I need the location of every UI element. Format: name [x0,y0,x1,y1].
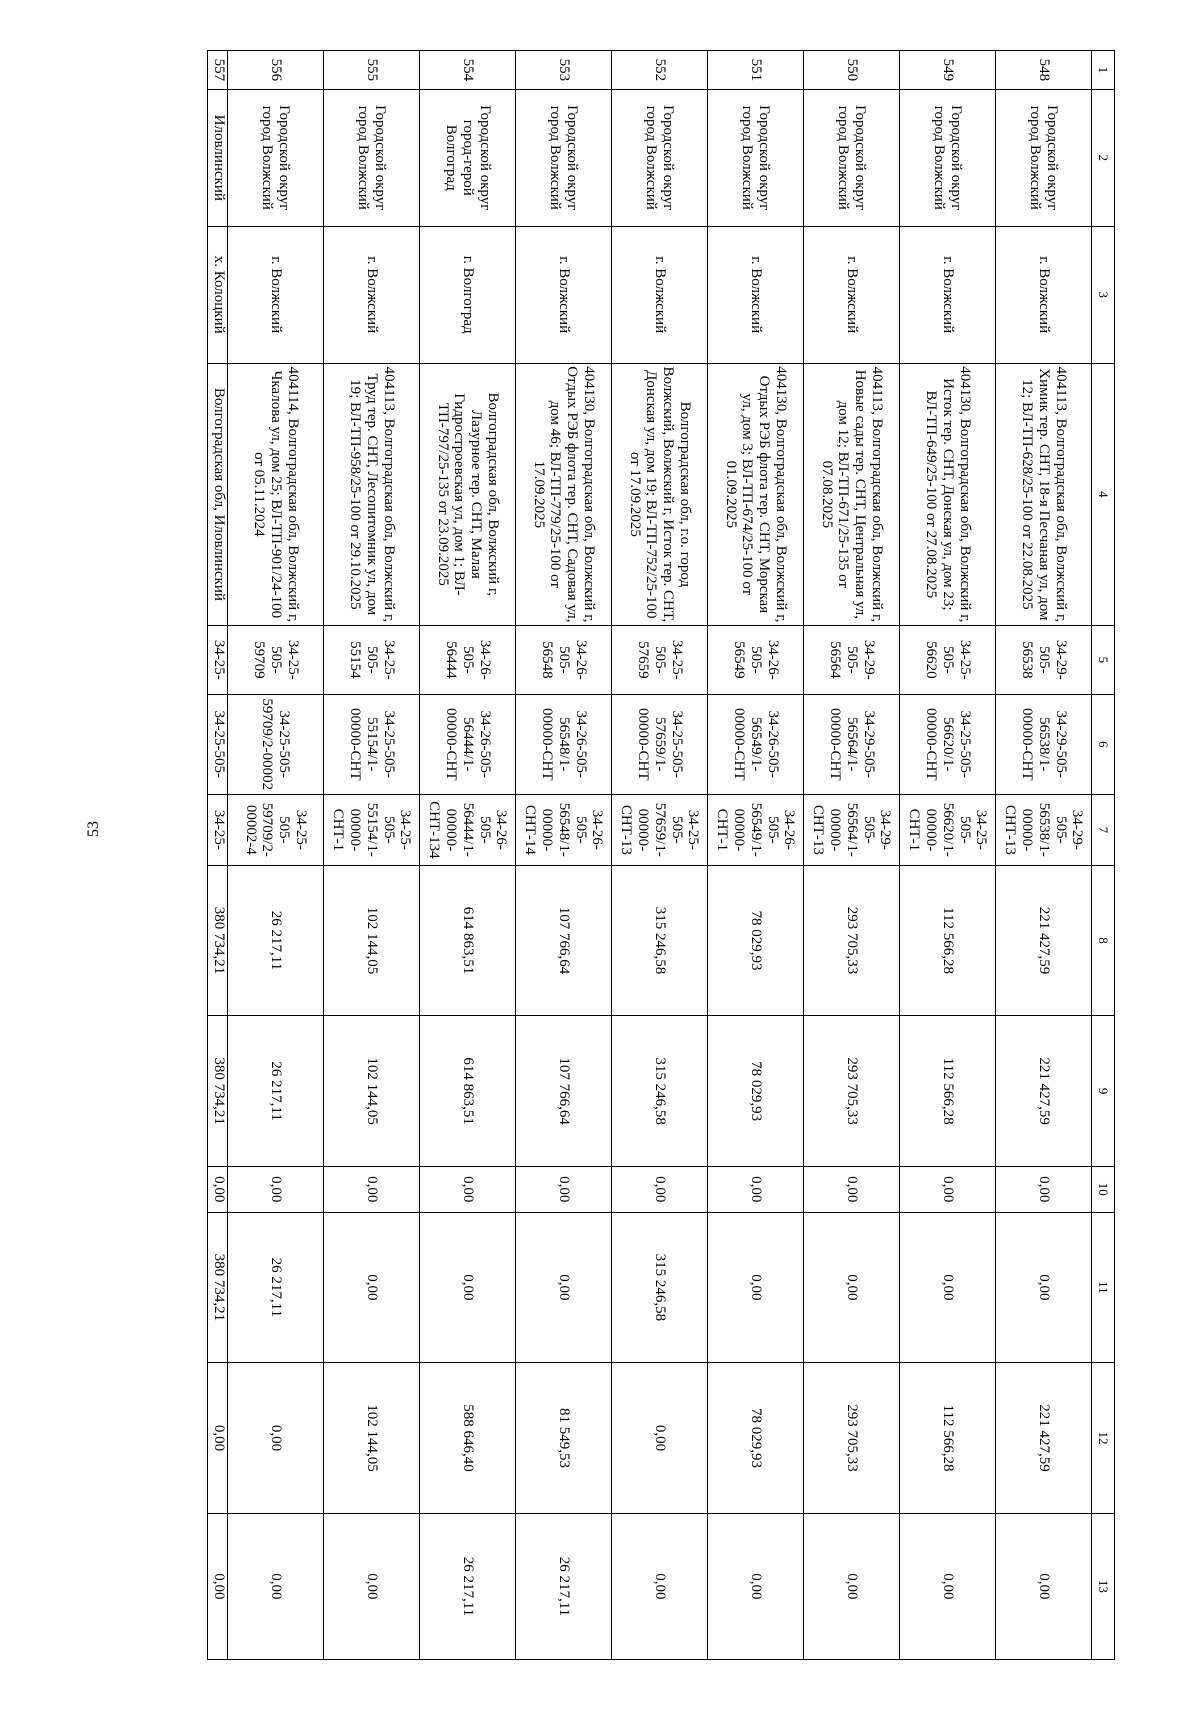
page-number: 53 [85,821,102,837]
cell-amount-9: 112 566,28 [900,1016,996,1167]
cell-code-5: 34-25-505-57659 [612,626,708,694]
cell-code-6: 34-26-505-56444/1-00000-СНТ [420,694,516,794]
cell-amount-9: 221 427,59 [996,1016,1092,1167]
cell-code-7: 34-25- [208,794,228,865]
cell-address-and-document: 404113, Волгоградская обл, Волжский г, Химик тер. СНТ, 18-я Песчаная ул, дом 12; ВЛ-ТП-628/25-100 от 22.08.2025 [996,363,1092,625]
cell-locality: г. Волжский [228,226,324,363]
cell-locality: г. Волжский [996,226,1092,363]
cell-amount-9: 26 217,11 [228,1016,324,1167]
cell-amount-9: 78 029,93 [708,1016,804,1167]
cell-amount-9: 293 705,33 [804,1016,900,1167]
cell-amount-11: 315 246,58 [612,1212,708,1363]
table-row [996,51,1092,1660]
cell-row-number: 550 [804,51,900,90]
cell-amount-11: 0,00 [708,1212,804,1363]
cell-amount-13: 0,00 [612,1513,708,1659]
cell-municipality: Городской округ город-герой Волгоград [420,89,516,226]
column-header: 8 [1092,865,1115,1016]
cell-code-5: 34-25- [208,626,228,694]
cell-row-number: 554 [420,51,516,90]
cell-code-7: 34-25-505-55154/1-00000-СНТ-1 [324,794,420,865]
cell-amount-10: 0,00 [708,1166,804,1212]
cell-code-6: 34-26-505-56548/1-00000-СНТ [516,694,612,794]
cell-amount-8: 293 705,33 [804,865,900,1016]
cell-amount-8: 315 246,58 [612,865,708,1016]
cell-code-7: 34-29-505-56564/1-00000-СНТ-13 [804,794,900,865]
cell-address-and-document: 404130, Волгоградская обл, Волжский г, Отдых РЭБ флота тер. СНТ, Садовая ул, дом 46; ВЛ-ТП-779/25-100 от 17.09.2025 [516,363,612,625]
cell-row-number: 557 [208,51,228,90]
cell-amount-13: 0,00 [324,1513,420,1659]
cell-amount-12: 293 705,33 [804,1363,900,1514]
cell-row-number: 549 [900,51,996,90]
data-table [207,50,1115,1660]
cell-address-and-document: 404114, Волгоградская обл, Волжский г, Чкалова ул, дом 25; ВЛ-ТП-901/24-100 от 05.11.2024 [228,363,324,625]
cell-row-number: 552 [612,51,708,90]
cell-code-7: 34-25-505-56620/1-00000-СНТ-1 [900,794,996,865]
column-header: 4 [1092,363,1115,625]
cell-code-5: 34-29-505-56564 [804,626,900,694]
cell-amount-13: 0,00 [804,1513,900,1659]
cell-code-7: 34-26-505-56444/1-00000-СНТ-134 [420,794,516,865]
cell-amount-9: 380 734,21 [208,1016,228,1167]
cell-amount-12: 102 144,05 [324,1363,420,1514]
cell-address-and-document: 404113, Волгоградская обл, Волжский г, Новые сады тер. СНТ, Центральная ул, дом 12; ВЛ-ТП-671/25-135 от 07.08.2025 [804,363,900,625]
cell-code-6: 34-25-505- [208,694,228,794]
cell-amount-11: 0,00 [516,1212,612,1363]
table-row [228,51,324,1660]
cell-municipality: Городской округ город Волжский [228,89,324,226]
cell-municipality: Иловлинский [208,89,228,226]
cell-code-7: 34-26-505-56548/1-00000-СНТ-14 [516,794,612,865]
cell-amount-8: 380 734,21 [208,865,228,1016]
cell-code-7: 34-25-505-59709/2-00002-4 [228,794,324,865]
cell-code-5: 34-26-505-56444 [420,626,516,694]
cell-amount-9: 107 766,64 [516,1016,612,1167]
table-row [612,51,708,1660]
table-row [208,51,228,1660]
cell-amount-10: 0,00 [516,1166,612,1212]
cell-row-number: 555 [324,51,420,90]
cell-amount-11: 0,00 [324,1212,420,1363]
cell-locality: г. Волжский [324,226,420,363]
column-header: 9 [1092,1016,1115,1167]
table-row [324,51,420,1660]
cell-address-and-document: 404113, Волгоградская обл, Волжский г, Труд тер. СНТ, Лесопитомник ул, дом 19; ВЛ-ТП-958/25-100 от 29.10.2025 [324,363,420,625]
cell-address-and-document: 404130, Волгоградская обл, Волжский г, Исток тер. СНТ, Донская ул, дом 23; ВЛ-ТП-649/25-100 от 27.08.2025 [900,363,996,625]
cell-municipality: Городской округ город Волжский [804,89,900,226]
cell-amount-13: 0,00 [900,1513,996,1659]
cell-code-7: 34-29-505-56538/1-00000-СНТ-13 [996,794,1092,865]
cell-amount-13: 0,00 [228,1513,324,1659]
cell-amount-11: 380 734,21 [208,1212,228,1363]
table-row [900,51,996,1660]
cell-locality: г. Волжский [516,226,612,363]
cell-amount-10: 0,00 [612,1166,708,1212]
cell-locality: г. Волжский [708,226,804,363]
cell-amount-13: 0,00 [708,1513,804,1659]
cell-municipality: Городской округ город Волжский [996,89,1092,226]
cell-code-6: 34-29-505-56538/1-00000-СНТ [996,694,1092,794]
cell-amount-8: 221 427,59 [996,865,1092,1016]
column-header: 13 [1092,1513,1115,1659]
table-row [420,51,516,1660]
cell-amount-10: 0,00 [420,1166,516,1212]
cell-amount-11: 0,00 [420,1212,516,1363]
cell-municipality: Городской округ город Волжский [900,89,996,226]
cell-row-number: 556 [228,51,324,90]
cell-code-6: 34-26-505-56549/1-00000-СНТ [708,694,804,794]
cell-amount-11: 0,00 [996,1212,1092,1363]
cell-locality: г. Волжский [804,226,900,363]
table-body [208,51,1092,1660]
cell-amount-8: 112 566,28 [900,865,996,1016]
cell-amount-12: 112 566,28 [900,1363,996,1514]
cell-amount-12: 588 646,40 [420,1363,516,1514]
cell-amount-11: 0,00 [900,1212,996,1363]
cell-code-6: 34-25-505-55154/1-00000-СНТ [324,694,420,794]
cell-code-6: 34-25-505-57659/1-00000-СНТ [612,694,708,794]
cell-amount-10: 0,00 [996,1166,1092,1212]
cell-locality: х. Колоцкий [208,226,228,363]
cell-municipality: Городской округ город Волжский [516,89,612,226]
cell-locality: г. Волгоград [420,226,516,363]
cell-code-7: 34-26-505-56549/1-00000-СНТ-1 [708,794,804,865]
column-header: 5 [1092,626,1115,694]
cell-code-7: 34-25-505-57659/1-00000-СНТ-13 [612,794,708,865]
column-header: 2 [1092,89,1115,226]
cell-amount-9: 102 144,05 [324,1016,420,1167]
cell-code-6: 34-25-505-56620/1-00000-СНТ [900,694,996,794]
cell-amount-12: 221 427,59 [996,1363,1092,1514]
cell-municipality: Городской округ город Волжский [324,89,420,226]
cell-amount-8: 102 144,05 [324,865,420,1016]
column-header: 1 [1092,51,1115,90]
cell-locality: г. Волжский [612,226,708,363]
cell-code-5: 34-26-505-56548 [516,626,612,694]
cell-code-6: 34-25-505-59709/2-00002 [228,694,324,794]
cell-address-and-document: Волгоградская обл, Волжский г, Лазурное тер. СНТ, Малая Гидростроевская ул, дом 1; ВЛ-ТП-797/25-135 от 23.09.2025 [420,363,516,625]
cell-amount-12: 0,00 [612,1363,708,1514]
table-row [516,51,612,1660]
column-header: 10 [1092,1166,1115,1212]
cell-amount-10: 0,00 [804,1166,900,1212]
header-row [1092,51,1115,1660]
cell-row-number: 551 [708,51,804,90]
cell-amount-12: 0,00 [208,1363,228,1514]
cell-amount-10: 0,00 [228,1166,324,1212]
cell-amount-13: 0,00 [208,1513,228,1659]
cell-municipality: Городской округ город Волжский [612,89,708,226]
cell-code-5: 34-29-505-56538 [996,626,1092,694]
column-header: 11 [1092,1212,1115,1363]
column-header: 12 [1092,1363,1115,1514]
cell-code-6: 34-29-505-56564/1-00000-СНТ [804,694,900,794]
cell-amount-12: 81 549,53 [516,1363,612,1514]
cell-amount-13: 26 217,11 [420,1513,516,1659]
cell-code-5: 34-26-505-56549 [708,626,804,694]
cell-amount-13: 26 217,11 [516,1513,612,1659]
cell-row-number: 553 [516,51,612,90]
table-row [708,51,804,1660]
cell-amount-8: 107 766,64 [516,865,612,1016]
cell-amount-8: 78 029,93 [708,865,804,1016]
cell-amount-9: 315 246,58 [612,1016,708,1167]
cell-address-and-document: Волгоградская обл, г.о. город Волжский, Волжский г, Исток тер. СНТ, Донская ул, дом 19; ВЛ-ТП-752/25-100 от 17.09.2025 [612,363,708,625]
cell-row-number: 548 [996,51,1092,90]
cell-amount-13: 0,00 [996,1513,1092,1659]
cell-municipality: Городской округ город Волжский [708,89,804,226]
cell-amount-9: 614 863,51 [420,1016,516,1167]
cell-code-5: 34-25-505-55154 [324,626,420,694]
cell-amount-11: 26 217,11 [228,1212,324,1363]
cell-amount-8: 26 217,11 [228,865,324,1016]
cell-address-and-document: 404130, Волгоградская обл, Волжский г, Отдых РЭБ флота тер. СНТ, Морская ул, дом 3; ВЛ-ТП-674/25-100 от 01.09.2025 [708,363,804,625]
cell-amount-11: 0,00 [804,1212,900,1363]
cell-amount-12: 0,00 [228,1363,324,1514]
column-header: 7 [1092,794,1115,865]
column-header: 6 [1092,694,1115,794]
rotated-page [115,50,1115,1660]
column-header: 3 [1092,226,1115,363]
cell-amount-10: 0,00 [208,1166,228,1212]
cell-amount-8: 614 863,51 [420,865,516,1016]
cell-code-5: 34-25-505-56620 [900,626,996,694]
cell-amount-12: 78 029,93 [708,1363,804,1514]
cell-code-5: 34-25-505-59709 [228,626,324,694]
cell-amount-10: 0,00 [324,1166,420,1212]
table-row [804,51,900,1660]
cell-amount-10: 0,00 [900,1166,996,1212]
cell-address-and-document: Волгоградская обл, Иловлинский [208,363,228,625]
cell-locality: г. Волжский [900,226,996,363]
